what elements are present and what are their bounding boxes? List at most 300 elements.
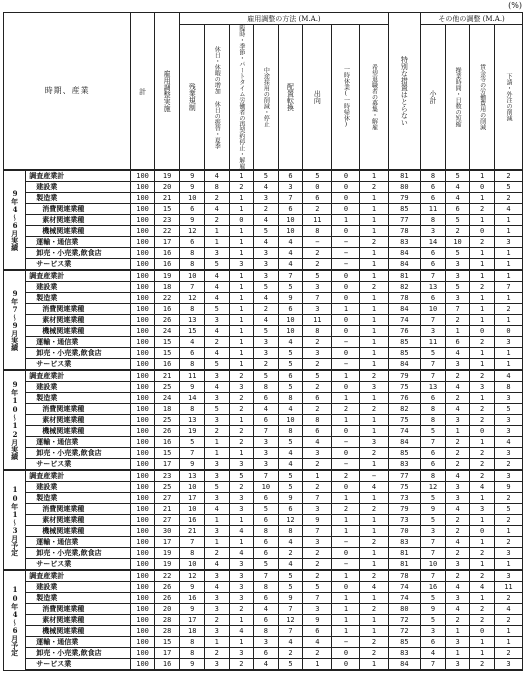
industry-cell: 機械関連業種 — [26, 226, 131, 237]
other-method-cell: 5 — [421, 615, 446, 626]
method-cell: 2 — [360, 182, 388, 193]
industry-cell: 運輸・通信業 — [26, 637, 131, 648]
other-method-cell: 16 — [421, 582, 446, 593]
method-cell: 1 — [229, 293, 254, 304]
no-measures-cell: 76 — [388, 393, 421, 404]
other-method-cell: 12 — [421, 482, 446, 493]
total-cell: 100 — [131, 348, 154, 359]
method-cell: 3 — [360, 437, 388, 448]
other-method-cell: 4 — [470, 582, 495, 593]
method-cell: 7 — [278, 270, 303, 282]
method-cell: 2 — [278, 648, 303, 659]
method-cell: 7 — [303, 293, 332, 304]
no-measures-cell: 78 — [388, 226, 421, 237]
implemented-cell: 20 — [154, 604, 180, 615]
table-row — [4, 304, 523, 315]
no-measures-cell: 79 — [388, 193, 421, 204]
adjustment-implemented-header: 雇用調整実施 — [154, 13, 180, 171]
method-cell: 1 — [229, 348, 254, 359]
other-method-cell: 1 — [470, 270, 495, 282]
industry-cell: 機械関連業種 — [26, 526, 131, 537]
total-cell: 100 — [131, 604, 154, 615]
other-method-cell: 2 — [445, 226, 470, 237]
industry-cell: 製造業 — [26, 293, 131, 304]
no-measures-cell: 81 — [388, 170, 421, 182]
other-method-cell: 5 — [445, 248, 470, 259]
other-method-cell: 6 — [421, 248, 446, 259]
method-cell: 5 — [205, 404, 230, 415]
total-cell: 100 — [131, 393, 154, 404]
method-cell: 6 — [303, 393, 332, 404]
method-cell: 2 — [205, 548, 230, 559]
total-cell: 100 — [131, 459, 154, 471]
other-method-cell: 3 — [445, 659, 470, 671]
method-cell: 3 — [229, 648, 254, 659]
table-row — [4, 282, 523, 293]
method-cell: 1 — [360, 293, 388, 304]
method-cell: 1 — [332, 415, 360, 426]
implemented-cell: 16 — [154, 259, 180, 271]
table-row — [4, 237, 523, 248]
method-cell: 1 — [360, 659, 388, 671]
method-cell: 2 — [360, 237, 388, 248]
method-cell: 1 — [229, 204, 254, 215]
method-cell: 3 — [205, 604, 230, 615]
implemented-cell: 15 — [154, 637, 180, 648]
other-method-cell: 1 — [494, 348, 522, 359]
total-cell: 100 — [131, 659, 154, 671]
method-cell: 2 — [360, 570, 388, 582]
method-cell: 0 — [332, 659, 360, 671]
other-method-cell: 4 — [445, 537, 470, 548]
other-method-cell: 7 — [421, 570, 446, 582]
method-cell: 4 — [278, 537, 303, 548]
method-cell: 2 — [229, 182, 254, 193]
other-method-cell: 4 — [445, 470, 470, 482]
method-cell: 6 — [180, 204, 205, 215]
implemented-cell: 19 — [154, 170, 180, 182]
industry-cell: 機械関連業種 — [26, 426, 131, 437]
implemented-cell: 22 — [154, 293, 180, 304]
industry-cell: サービス業 — [26, 259, 131, 271]
method-cell: 2 — [229, 393, 254, 404]
method-cell: 4 — [278, 404, 303, 415]
method-cell: 0 — [332, 648, 360, 659]
method-cell: − — [332, 537, 360, 548]
method-cell: 2 — [278, 548, 303, 559]
other-method-cell: 6 — [445, 337, 470, 348]
table-row — [4, 570, 523, 582]
total-cell: 100 — [131, 182, 154, 193]
table-row — [4, 215, 523, 226]
method-cell: 9 — [180, 582, 205, 593]
other-method-cell: 7 — [421, 270, 446, 282]
other-method-cell: 2 — [470, 570, 495, 582]
method-cell: 8 — [180, 637, 205, 648]
total-cell: 100 — [131, 404, 154, 415]
other-method-cell: 6 — [421, 182, 446, 193]
method-cell: 9 — [278, 493, 303, 504]
industry-cell: 運輸・通信業 — [26, 437, 131, 448]
other-method-cell: 2 — [494, 170, 522, 182]
no-measures-cell: 84 — [388, 437, 421, 448]
other-method-cell: 4 — [445, 348, 470, 359]
method-header: 臨時・季節・パートタイム労働者の再契約停止・解雇 — [229, 25, 254, 171]
method-cell: 6 — [278, 370, 303, 382]
unit-label: (%) — [508, 1, 522, 10]
method-cell: 1 — [332, 615, 360, 626]
other-method-cell: 1 — [470, 493, 495, 504]
total-cell: 100 — [131, 326, 154, 337]
other-method-cell: 2 — [470, 615, 495, 626]
industry-cell: 消費関連業種 — [26, 504, 131, 515]
method-cell: 0 — [303, 182, 332, 193]
method-cell: 1 — [229, 337, 254, 348]
method-cell: 4 — [278, 237, 303, 248]
method-cell: 1 — [360, 548, 388, 559]
method-cell: 3 — [205, 315, 230, 326]
other-method-cell: 3 — [494, 470, 522, 482]
implemented-cell: 15 — [154, 337, 180, 348]
industry-cell: 消費関連業種 — [26, 404, 131, 415]
implemented-cell: 15 — [154, 348, 180, 359]
total-cell: 100 — [131, 415, 154, 426]
method-cell: 4 — [229, 548, 254, 559]
other-method-cell: 10 — [445, 237, 470, 248]
no-measures-cell: 75 — [388, 415, 421, 426]
no-measures-cell: 70 — [388, 526, 421, 537]
total-cell: 100 — [131, 248, 154, 259]
method-cell: 1 — [360, 315, 388, 326]
other-method-cell: 5 — [445, 282, 470, 293]
implemented-cell: 26 — [154, 582, 180, 593]
method-cell: 4 — [278, 248, 303, 259]
no-measures-cell: 74 — [388, 426, 421, 437]
method-cell: 1 — [360, 493, 388, 504]
method-cell: 9 — [180, 604, 205, 615]
method-cell: 2 — [303, 248, 332, 259]
other-method-cell: 6 — [421, 448, 446, 459]
total-cell: 100 — [131, 637, 154, 648]
method-cell: 2 — [303, 404, 332, 415]
method-cell: 8 — [180, 259, 205, 271]
industry-cell: 製造業 — [26, 493, 131, 504]
method-cell: 0 — [332, 170, 360, 182]
table-row — [4, 326, 523, 337]
period-cell: 10年1〜3月予定 — [4, 470, 26, 570]
method-cell: 2 — [205, 337, 230, 348]
other-method-cell: 2 — [470, 204, 495, 215]
method-cell: 12 — [180, 226, 205, 237]
other-method-cell: 3 — [494, 393, 522, 404]
method-cell: 3 — [254, 459, 279, 471]
method-cell: 2 — [303, 648, 332, 659]
method-cell: 3 — [205, 570, 230, 582]
other-method-cell: 2 — [470, 604, 495, 615]
method-cell: 3 — [205, 493, 230, 504]
table-row — [4, 604, 523, 615]
implemented-cell: 16 — [154, 359, 180, 371]
other-method-cell: 1 — [470, 259, 495, 271]
method-cell: 17 — [180, 615, 205, 626]
other-method-cell: 8 — [421, 404, 446, 415]
total-cell: 100 — [131, 570, 154, 582]
other-method-cell: 3 — [494, 448, 522, 459]
method-cell: 2 — [229, 604, 254, 615]
implemented-cell: 22 — [154, 226, 180, 237]
implemented-cell: 18 — [154, 404, 180, 415]
no-measures-cell: 83 — [388, 459, 421, 471]
other-method-cell: 5 — [421, 593, 446, 604]
method-cell: 3 — [303, 604, 332, 615]
method-header: 希望退職者の募集・解雇 — [360, 25, 388, 171]
no-measures-cell: 85 — [388, 337, 421, 348]
method-cell: 1 — [360, 226, 388, 237]
method-cell: 2 — [360, 604, 388, 615]
method-cell: 4 — [254, 182, 279, 193]
total-cell: 100 — [131, 259, 154, 271]
method-cell: − — [332, 337, 360, 348]
other-method-cell: 6 — [421, 193, 446, 204]
method-cell: 3 — [205, 470, 230, 482]
method-cell: 3 — [205, 393, 230, 404]
other-method-cell: 2 — [470, 459, 495, 471]
method-cell: 0 — [332, 382, 360, 393]
method-cell: 5 — [278, 582, 303, 593]
other-method-cell: 2 — [494, 304, 522, 315]
no-measures-cell: 84 — [388, 659, 421, 671]
other-method-cell: 3 — [494, 548, 522, 559]
method-cell: 5 — [205, 359, 230, 371]
other-method-cell: 4 — [470, 482, 495, 493]
other-method-cell: 1 — [470, 593, 495, 604]
method-cell: 1 — [229, 615, 254, 626]
no-measures-cell: 73 — [388, 515, 421, 526]
total-cell: 100 — [131, 615, 154, 626]
method-cell: 5 — [254, 370, 279, 382]
table-row — [4, 582, 523, 593]
period-cell: 10年4〜6月予定 — [4, 570, 26, 670]
industry-cell: 素材関連業種 — [26, 215, 131, 226]
method-cell: 6 — [278, 504, 303, 515]
industry-cell: 消費関連業種 — [26, 304, 131, 315]
total-cell: 100 — [131, 537, 154, 548]
other-method-cell: 2 — [494, 648, 522, 659]
no-measures-cell: 83 — [388, 537, 421, 548]
table-row — [4, 437, 523, 448]
method-cell: 9 — [180, 182, 205, 193]
method-cell: 14 — [180, 393, 205, 404]
industry-cell: 素材関連業種 — [26, 415, 131, 426]
method-cell: 1 — [205, 515, 230, 526]
method-cell: 7 — [303, 493, 332, 504]
method-cell: 3 — [254, 348, 279, 359]
method-cell: 2 — [360, 537, 388, 548]
other-method-cell: 1 — [494, 215, 522, 226]
other-method-cell: 1 — [470, 170, 495, 182]
method-header: 配置転換 — [278, 25, 303, 171]
industry-cell: 機械関連業種 — [26, 626, 131, 637]
method-cell: 8 — [303, 326, 332, 337]
method-cell: 4 — [205, 504, 230, 515]
method-cell: 0 — [332, 270, 360, 282]
other-method-cell: 5 — [445, 170, 470, 182]
table-row — [4, 548, 523, 559]
total-cell: 100 — [131, 504, 154, 515]
method-cell: 3 — [303, 504, 332, 515]
other-method-cell: 0 — [470, 226, 495, 237]
no-measures-cell: 78 — [388, 293, 421, 304]
table-row — [4, 470, 523, 482]
total-cell: 100 — [131, 226, 154, 237]
table-row — [4, 393, 523, 404]
total-cell: 100 — [131, 493, 154, 504]
other-method-cell: 1 — [494, 626, 522, 637]
method-cell: 0 — [332, 293, 360, 304]
method-cell: 15 — [180, 326, 205, 337]
method-cell: 3 — [254, 259, 279, 271]
method-cell: 5 — [278, 282, 303, 293]
other-method-cell: 1 — [445, 648, 470, 659]
other-method-cell: 1 — [445, 626, 470, 637]
method-cell: 2 — [360, 370, 388, 382]
method-cell: 3 — [303, 537, 332, 548]
method-cell: 2 — [332, 470, 360, 482]
method-cell: 1 — [229, 359, 254, 371]
other-method-cell: 3 — [421, 326, 446, 337]
implemented-cell: 23 — [154, 470, 180, 482]
table-row — [4, 526, 523, 537]
method-cell: 1 — [303, 470, 332, 482]
method-cell: 13 — [180, 470, 205, 482]
method-cell: 3 — [254, 637, 279, 648]
other-method-cell: 0 — [494, 326, 522, 337]
no-measures-cell: 80 — [388, 182, 421, 193]
method-cell: 2 — [360, 448, 388, 459]
method-cell: 1 — [229, 193, 254, 204]
other-method-cell: 1 — [494, 559, 522, 571]
no-measures-cell: 74 — [388, 582, 421, 593]
other-method-cell: 1 — [470, 248, 495, 259]
total-cell: 100 — [131, 204, 154, 215]
method-cell: 5 — [254, 226, 279, 237]
method-cell: 1 — [360, 526, 388, 537]
method-cell: 2 — [332, 404, 360, 415]
total-cell: 100 — [131, 548, 154, 559]
table-row — [4, 170, 523, 182]
industry-cell: 建設業 — [26, 482, 131, 493]
other-method-cell: 1 — [445, 326, 470, 337]
method-cell: 3 — [229, 259, 254, 271]
other-method-cell: 1 — [494, 293, 522, 304]
industry-cell: 製造業 — [26, 193, 131, 204]
no-measures-cell: 78 — [388, 570, 421, 582]
method-cell: 5 — [278, 348, 303, 359]
implemented-cell: 21 — [154, 504, 180, 515]
other-method-cell: 1 — [470, 359, 495, 371]
other-method-cell: 9 — [421, 504, 446, 515]
table-row — [4, 593, 523, 604]
industry-cell: 建設業 — [26, 182, 131, 193]
method-cell: 3 — [229, 459, 254, 471]
method-cell: 2 — [360, 404, 388, 415]
method-cell: 3 — [205, 526, 230, 537]
other-method-cell: 1 — [494, 259, 522, 271]
method-cell: 16 — [180, 593, 205, 604]
other-method-cell: 2 — [445, 570, 470, 582]
method-cell: 2 — [229, 659, 254, 671]
other-method-cell: 1 — [494, 248, 522, 259]
other-method-cell: 5 — [421, 348, 446, 359]
method-cell: 12 — [180, 293, 205, 304]
total-cell: 100 — [131, 470, 154, 482]
industry-cell: 卸売・小売業,飲食店 — [26, 548, 131, 559]
method-cell: 4 — [303, 637, 332, 648]
other-method-cell: 2 — [470, 448, 495, 459]
method-cell: 4 — [205, 293, 230, 304]
industry-cell: 調査産業計 — [26, 470, 131, 482]
industry-cell: 卸売・小売業,飲食店 — [26, 448, 131, 459]
method-cell: 3 — [303, 448, 332, 459]
other-method-cell: 2 — [445, 615, 470, 626]
total-cell: 100 — [131, 448, 154, 459]
implemented-cell: 27 — [154, 515, 180, 526]
method-cell: − — [332, 237, 360, 248]
method-cell: 2 — [205, 426, 230, 437]
method-cell: − — [332, 637, 360, 648]
method-cell: 1 — [360, 359, 388, 371]
implemented-cell: 24 — [154, 393, 180, 404]
other-method-cell: 1 — [470, 393, 495, 404]
method-cell: 1 — [360, 626, 388, 637]
method-cell: 13 — [180, 315, 205, 326]
other-method-cell: 1 — [470, 304, 495, 315]
method-cell: 3 — [205, 415, 230, 426]
method-cell: 5 — [278, 659, 303, 671]
method-cell: 3 — [303, 348, 332, 359]
method-cell: 4 — [254, 659, 279, 671]
method-cell: 4 — [278, 448, 303, 459]
method-cell: 1 — [205, 237, 230, 248]
other-method-cell: 7 — [421, 537, 446, 548]
method-cell: 7 — [180, 537, 205, 548]
total-cell: 100 — [131, 559, 154, 571]
method-cell: 1 — [229, 304, 254, 315]
implemented-cell: 16 — [154, 304, 180, 315]
no-measures-cell: 77 — [388, 470, 421, 482]
method-cell: 2 — [229, 437, 254, 448]
other-method-cell: 5 — [421, 515, 446, 526]
method-cell: 2 — [205, 193, 230, 204]
method-cell: 1 — [332, 370, 360, 382]
method-cell: 6 — [303, 193, 332, 204]
total-cell: 100 — [131, 437, 154, 448]
other-method-cell: 5 — [494, 182, 522, 193]
no-measures-cell: 74 — [388, 315, 421, 326]
method-cell: 10 — [278, 415, 303, 426]
table-body — [4, 170, 523, 670]
other-method-cell: 3 — [494, 659, 522, 671]
method-cell: 0 — [332, 182, 360, 193]
implemented-cell: 27 — [154, 493, 180, 504]
method-cell: 6 — [254, 615, 279, 626]
method-cell: 1 — [360, 170, 388, 182]
implemented-cell: 16 — [154, 437, 180, 448]
industry-cell: 機械関連業種 — [26, 326, 131, 337]
other-method-cell: 5 — [445, 215, 470, 226]
method-cell: 3 — [205, 459, 230, 471]
other-method-cell: 11 — [421, 337, 446, 348]
